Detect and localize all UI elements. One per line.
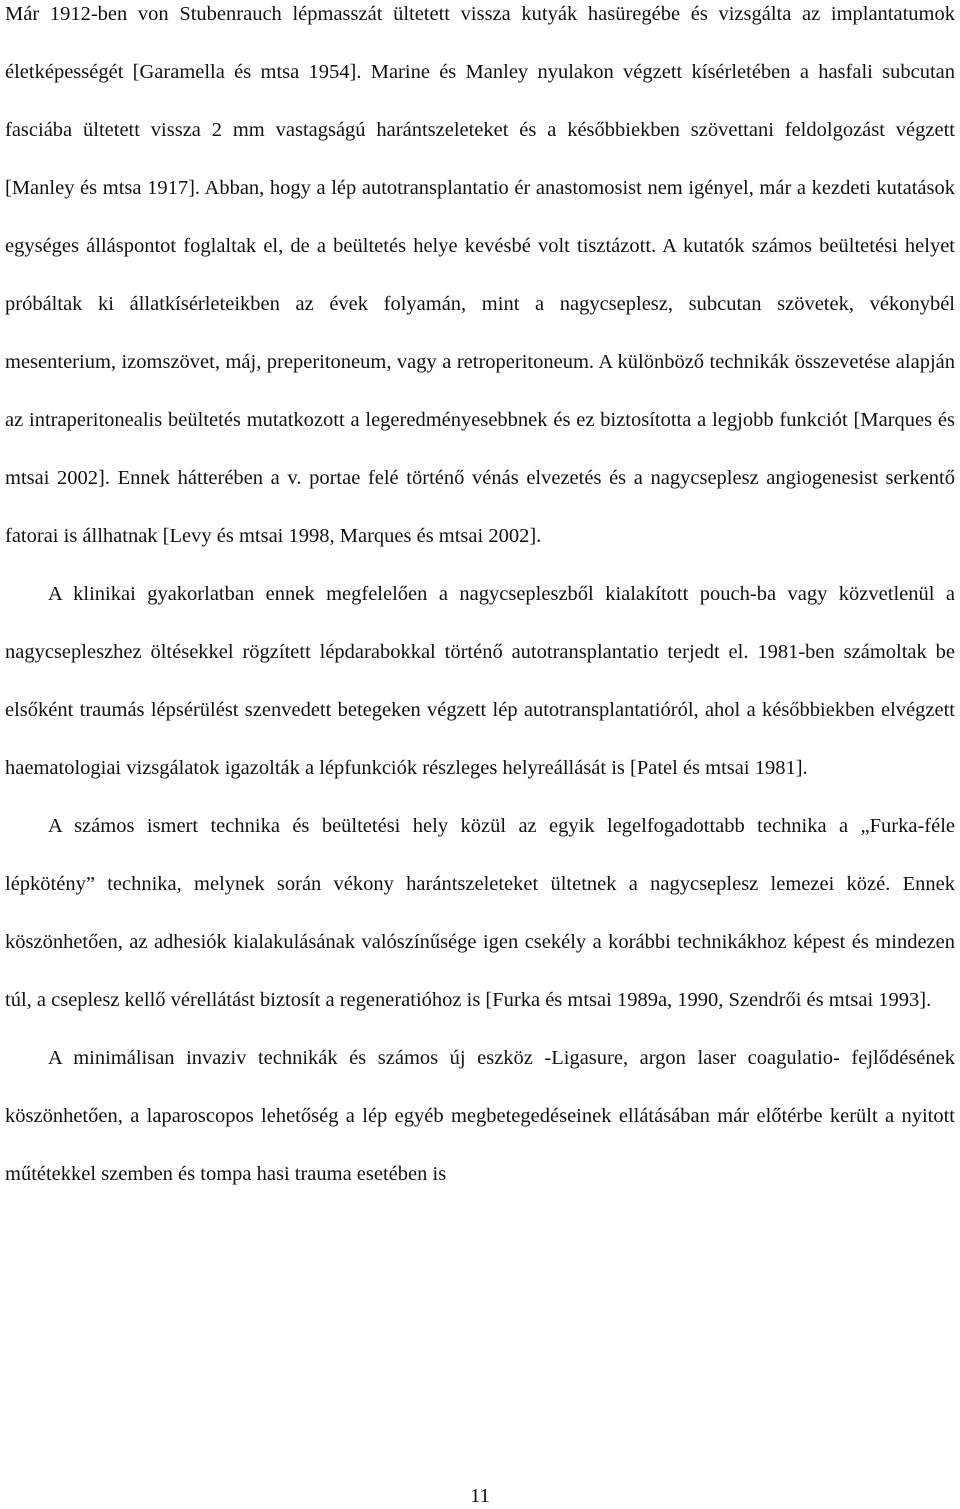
document-page	[5, 0, 955, 1509]
body-paragraph-1: Már 1912-ben von Stubenrauch lépmasszát ültetett vissza kutyák hasüregébe és vizsgálta az implantatumok életképességét [Garamella és mtsa 1954]. Marine és Manley nyulakon végzett kísérletében a hasfali subcutan fasciába ültetett vissza 2 mm vastagságú harántszeleteket és a későbbiekben szövettani feldolgozást végzett [Manley és mtsa 1917]. Abban, hogy a lép autotransplantatio ér anastomosist nem igényel, már a kezdeti kutatások egységes álláspontot foglaltak el, de a beültetés helye kevésbé volt tisztázott. A kutatók számos beültetési helyet próbáltak ki állatkísérleteikben az évek folyamán, mint a nagycseplesz, subcutan szövetek, vékonybél mesenterium, izomszövet, máj, preperitoneum, vagy a retroperitoneum. A különböző technikák összevetése alapján az intraperitonealis beültetés mutatkozott a legeredményesebbnek és ez biztosította a legjobb funkciót [Marques és mtsai 2002]. Ennek hátterében a v. portae felé történő vénás elvezetés és a nagycseplesz angiogenesist serkentő fatorai is állhatnak [Levy és mtsai 1998, Marques és mtsai 2002].	[5, 3, 955, 547]
page-number: 11	[470, 1485, 490, 1507]
body-paragraph-4: A minimálisan invaziv technikák és számos új eszköz -Ligasure, argon laser coagulatio- fejlődésének köszönhetően, a laparoscopos lehetőség a lép egyéb megbetegedéseinek ellátásában már előtérbe került a nyitott műtétekkel szemben és tompa hasi trauma esetében is	[5, 1047, 955, 1185]
body-paragraph-3: A számos ismert technika és beültetési hely közül az egyik legelfogadottabb technika a „Furka-féle lépkötény” technika, melynek során vékony harántszeleteket ültetnek a nagycseplesz lemezei közé. Ennek köszönhetően, az adhesiók kialakulásának valószínűsége igen csekély a korábbi technikákhoz képest és mindezen túl, a cseplesz kellő vérellátást biztosít a regeneratióhoz is [Furka és mtsai 1989a, 1990, Szendrői és mtsai 1993].	[5, 815, 955, 1011]
body-paragraph-2: A klinikai gyakorlatban ennek megfelelően a nagycsepleszből kialakított pouch-ba vagy közvetlenül a nagycsepleszhez öltésekkel rögzített lépdarabokkal történő autotransplantatio terjedt el. 1981-ben számoltak be elsőként traumás lépsérülést szenvedett betegeken végzett lép autotransplantatióról, ahol a későbbiekben elvégzett haematologiai vizsgálatok igazolták a lépfunkciók részleges helyreállását is [Patel és mtsai 1981].	[5, 583, 955, 779]
